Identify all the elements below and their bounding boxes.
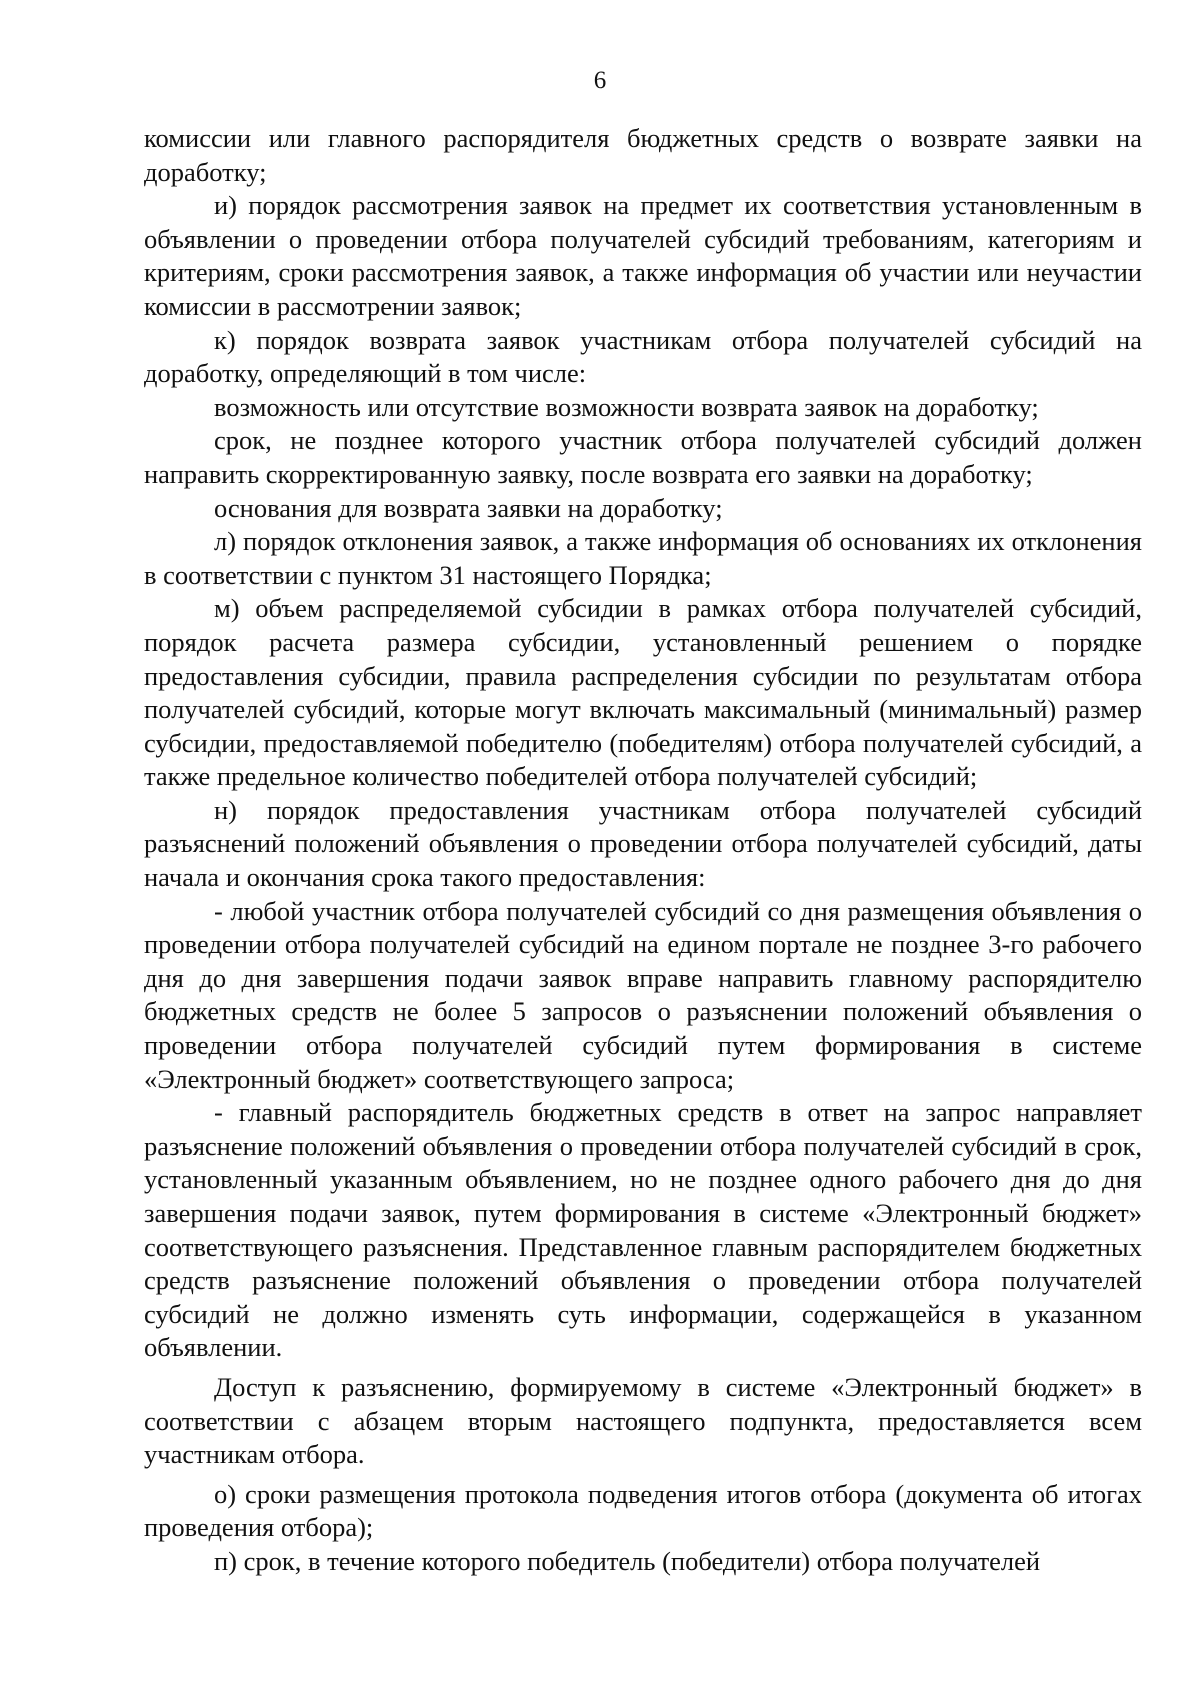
paragraph-item-n: н) порядок предоставления участникам отбора получателей субсидий разъяснений положений объявления о проведении отбора получателей субсидий, даты начала и окончания срока такого предоставления:	[144, 794, 1142, 893]
paragraph-return-deadline: срок, не позднее которого участник отбора получателей субсидий должен направить скорректированную заявку, после возврата его заявки на доработку;	[144, 425, 1142, 489]
page-number: 6	[593, 67, 607, 94]
paragraph-item-l: л) порядок отклонения заявок, а также информация об основаниях их отклонения в соответствии с пунктом 31 настоящего Порядка;	[144, 526, 1142, 590]
paragraph-item-i: и) порядок рассмотрения заявок на предмет их соответствия установленным в объявлении о проведении отбора получателей субсидий требованиям, категориям и критериям, сроки рассмотрения заявок, а также информация об участии или неучастии комиссии в рассмотрении заявок;	[144, 190, 1142, 321]
paragraph-continuation: комиссии или главного распорядителя бюджетных средств о возврате заявки на доработку;	[144, 123, 1142, 187]
paragraph-item-m: м) объем распределяемой субсидии в рамках отбора получателей субсидий, порядок расчета размера субсидии, установленный решением о порядке предоставления субсидии, правила распределения субсидии по результатам отбора получателей субсидий, которые могут включать максимальный (минимальный) размер субсидии, предоставляемой победителю (победителям) отбора получателей субсидий, а также предельное количество победителей отбора получателей субсидий;	[144, 593, 1142, 792]
document-body	[144, 122, 1142, 1579]
paragraph-item-n-dash-1: - любой участник отбора получателей субсидий со дня размещения объявления о проведении отбора получателей субсидий на едином портале не позднее 3-го рабочего дня до дня завершения подачи заявок вправе направить главному распорядителю бюджетных средств не более 5 запросов о разъяснении положений объявления о проведении отбора получателей субсидий путем формирования в системе «Электронный бюджет» соответствующего запроса;	[144, 895, 1142, 1094]
paragraph-item-o: о) сроки размещения протокола подведения итогов отбора (документа об итогах проведения отбора);	[144, 1478, 1142, 1543]
paragraph-return-possibility: возможность или отсутствие возможности возврата заявок на доработку;	[214, 391, 1039, 422]
paragraph-return-grounds: основания для возврата заявки на доработку;	[214, 492, 723, 523]
paragraph-item-n-dash-2: - главный распорядитель бюджетных средств в ответ на запрос направляет разъяснение положений объявления о проведении отбора получателей субсидий в срок, установленный указанным объявлением, но не позднее одного рабочего дня до дня завершения подачи заявок, путем формирования в системе «Электронный бюджет» соответствующего разъяснения. Представленное главным распорядителем бюджетных средств разъяснение положений объявления о проведении отбора получателей субсидий не должно изменять суть информации, содержащейся в указанном объявлении.	[144, 1097, 1142, 1363]
paragraph-item-k: к) порядок возврата заявок участникам отбора получателей субсидий на доработку, определяющий в том числе:	[144, 324, 1142, 389]
paragraph-item-p: п) срок, в течение которого победитель (победители) отбора получателей	[214, 1545, 1041, 1576]
paragraph-access: Доступ к разъяснению, формируемому в системе «Электронный бюджет» в соответствии с абзацем вторым настоящего подпункта, предоставляется всем участникам отбора.	[144, 1371, 1142, 1470]
